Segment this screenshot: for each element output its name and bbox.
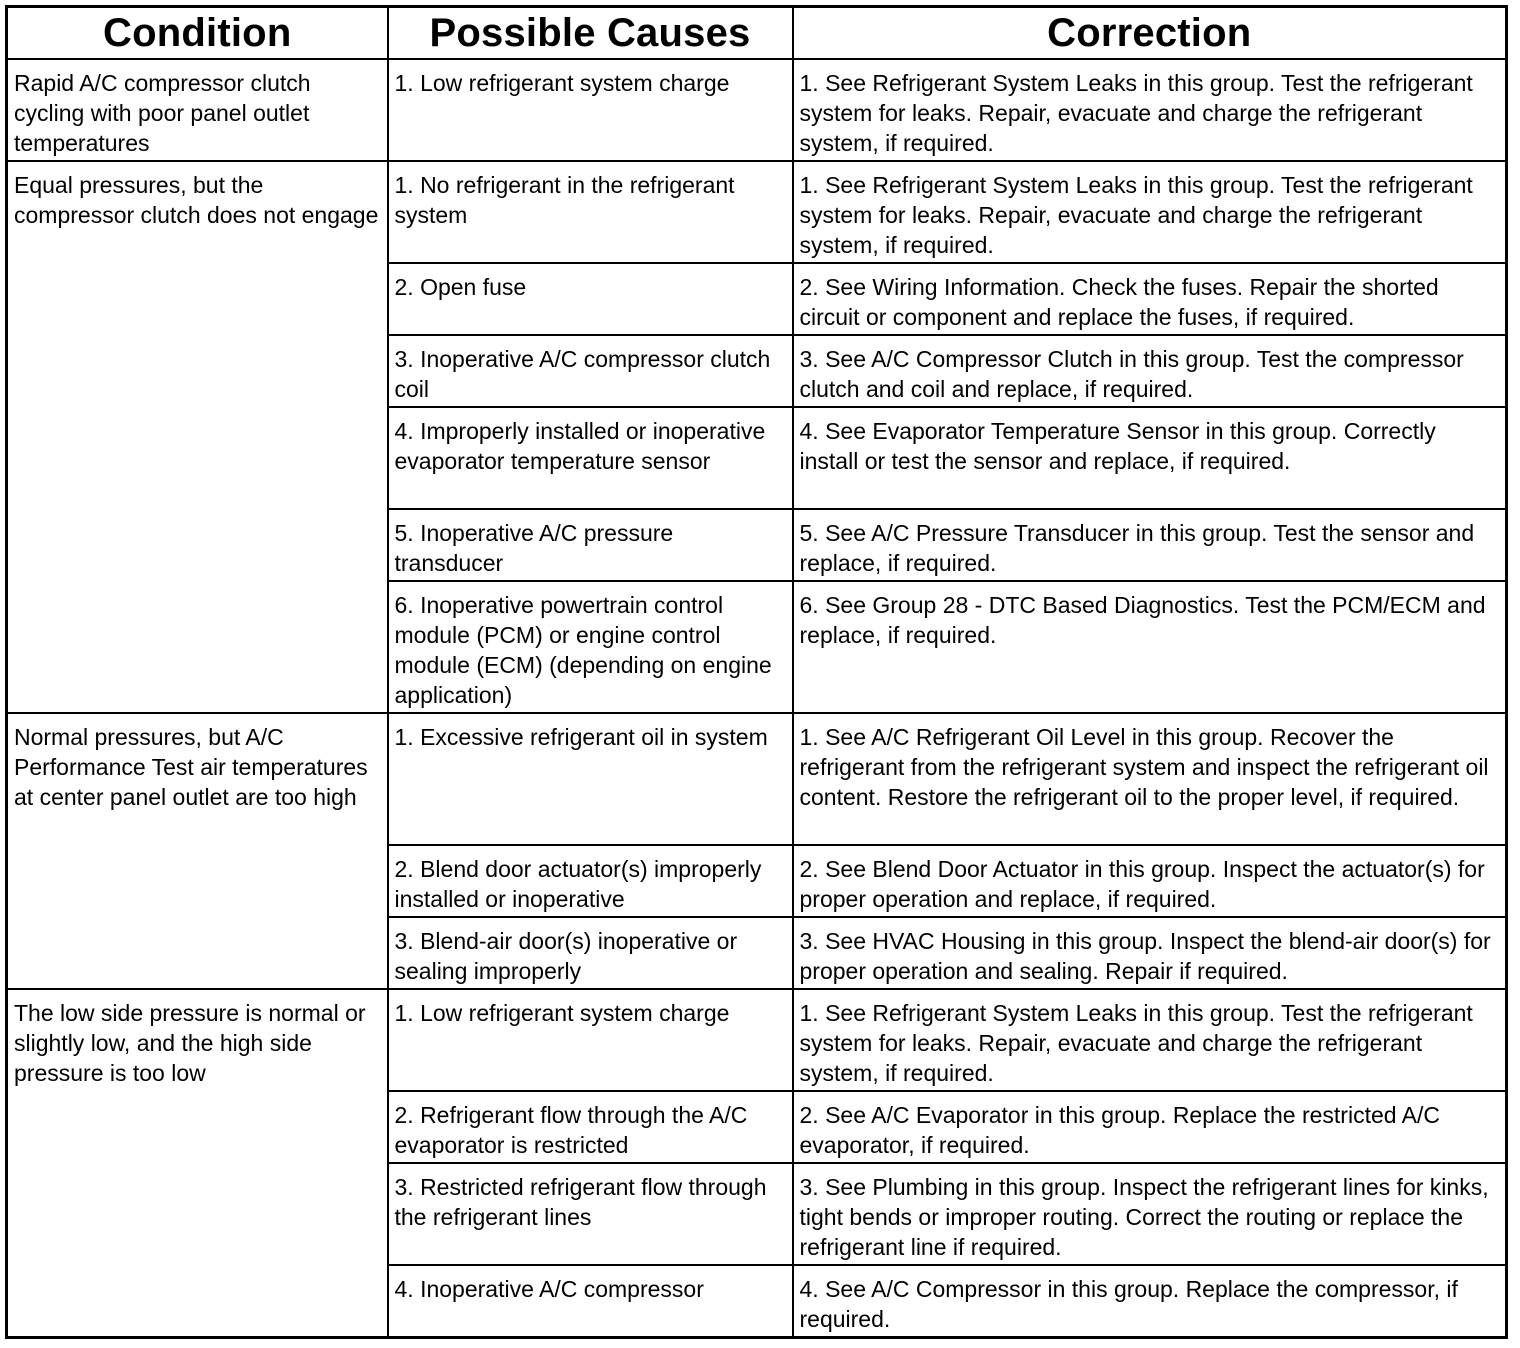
cause-cell: 3. Restricted refrigerant flow through the refrigerant lines: [388, 1163, 793, 1265]
condition-cell: Equal pressures, but the compressor clutch does not engage: [7, 161, 388, 713]
table-row: [7, 989, 1507, 1091]
cause-cell: 2. Refrigerant flow through the A/C evaporator is restricted: [388, 1091, 793, 1163]
correction-cell: 1. See Refrigerant System Leaks in this group. Test the refrigerant system for leaks. Repair, evacuate and charge the refrigerant system, if required.: [793, 161, 1507, 263]
table-row: [7, 59, 1507, 161]
diagnosis-table: [5, 5, 1508, 1339]
header-condition: Condition: [7, 7, 388, 60]
cause-cell: 1. Low refrigerant system charge: [388, 989, 793, 1091]
correction-cell: 3. See Plumbing in this group. Inspect the refrigerant lines for kinks, tight bends or improper routing. Correct the routing or replace the refrigerant line if required.: [793, 1163, 1507, 1265]
header-row: [7, 7, 1507, 60]
cause-cell: 4. Improperly installed or inoperative evaporator temperature sensor: [388, 407, 793, 509]
condition-cell: Rapid A/C compressor clutch cycling with poor panel outlet temperatures: [7, 59, 388, 161]
cause-cell: 3. Inoperative A/C compressor clutch coil: [388, 335, 793, 407]
correction-cell: 3. See HVAC Housing in this group. Inspect the blend-air door(s) for proper operation and sealing. Repair if required.: [793, 917, 1507, 989]
correction-cell: 5. See A/C Pressure Transducer in this group. Test the sensor and replace, if required.: [793, 509, 1507, 581]
correction-cell: 6. See Group 28 - DTC Based Diagnostics. Test the PCM/ECM and replace, if required.: [793, 581, 1507, 713]
cause-cell: 5. Inoperative A/C pressure transducer: [388, 509, 793, 581]
header-possible-causes: Possible Causes: [388, 7, 793, 60]
cause-cell: 2. Open fuse: [388, 263, 793, 335]
table-row: [7, 713, 1507, 845]
condition-cell: Normal pressures, but A/C Performance Test air temperatures at center panel outlet are too high: [7, 713, 388, 989]
cause-cell: 1. Excessive refrigerant oil in system: [388, 713, 793, 845]
condition-cell: The low side pressure is normal or slightly low, and the high side pressure is too low: [7, 989, 388, 1337]
correction-cell: 2. See Blend Door Actuator in this group. Inspect the actuator(s) for proper operation and replace, if required.: [793, 845, 1507, 917]
cause-cell: 3. Blend-air door(s) inoperative or sealing improperly: [388, 917, 793, 989]
header-correction: Correction: [793, 7, 1507, 60]
correction-cell: 1. See A/C Refrigerant Oil Level in this group. Recover the refrigerant from the refrigerant system and inspect the refrigerant oil content. Restore the refrigerant oil to the proper level, if required.: [793, 713, 1507, 845]
cause-cell: 1. No refrigerant in the refrigerant system: [388, 161, 793, 263]
cause-cell: 2. Blend door actuator(s) improperly installed or inoperative: [388, 845, 793, 917]
correction-cell: 1. See Refrigerant System Leaks in this group. Test the refrigerant system for leaks. Repair, evacuate and charge the refrigerant system, if required.: [793, 989, 1507, 1091]
correction-cell: 2. See Wiring Information. Check the fuses. Repair the shorted circuit or component and replace the fuses, if required.: [793, 263, 1507, 335]
correction-cell: 2. See A/C Evaporator in this group. Replace the restricted A/C evaporator, if required.: [793, 1091, 1507, 1163]
table-row: [7, 161, 1507, 263]
correction-cell: 4. See A/C Compressor in this group. Replace the compressor, if required.: [793, 1265, 1507, 1337]
cause-cell: 6. Inoperative powertrain control module (PCM) or engine control module (ECM) (depending on engine application): [388, 581, 793, 713]
correction-cell: 1. See Refrigerant System Leaks in this group. Test the refrigerant system for leaks. Repair, evacuate and charge the refrigerant system, if required.: [793, 59, 1507, 161]
correction-cell: 3. See A/C Compressor Clutch in this group. Test the compressor clutch and coil and replace, if required.: [793, 335, 1507, 407]
cause-cell: 4. Inoperative A/C compressor: [388, 1265, 793, 1337]
correction-cell: 4. See Evaporator Temperature Sensor in this group. Correctly install or test the sensor and replace, if required.: [793, 407, 1507, 509]
cause-cell: 1. Low refrigerant system charge: [388, 59, 793, 161]
